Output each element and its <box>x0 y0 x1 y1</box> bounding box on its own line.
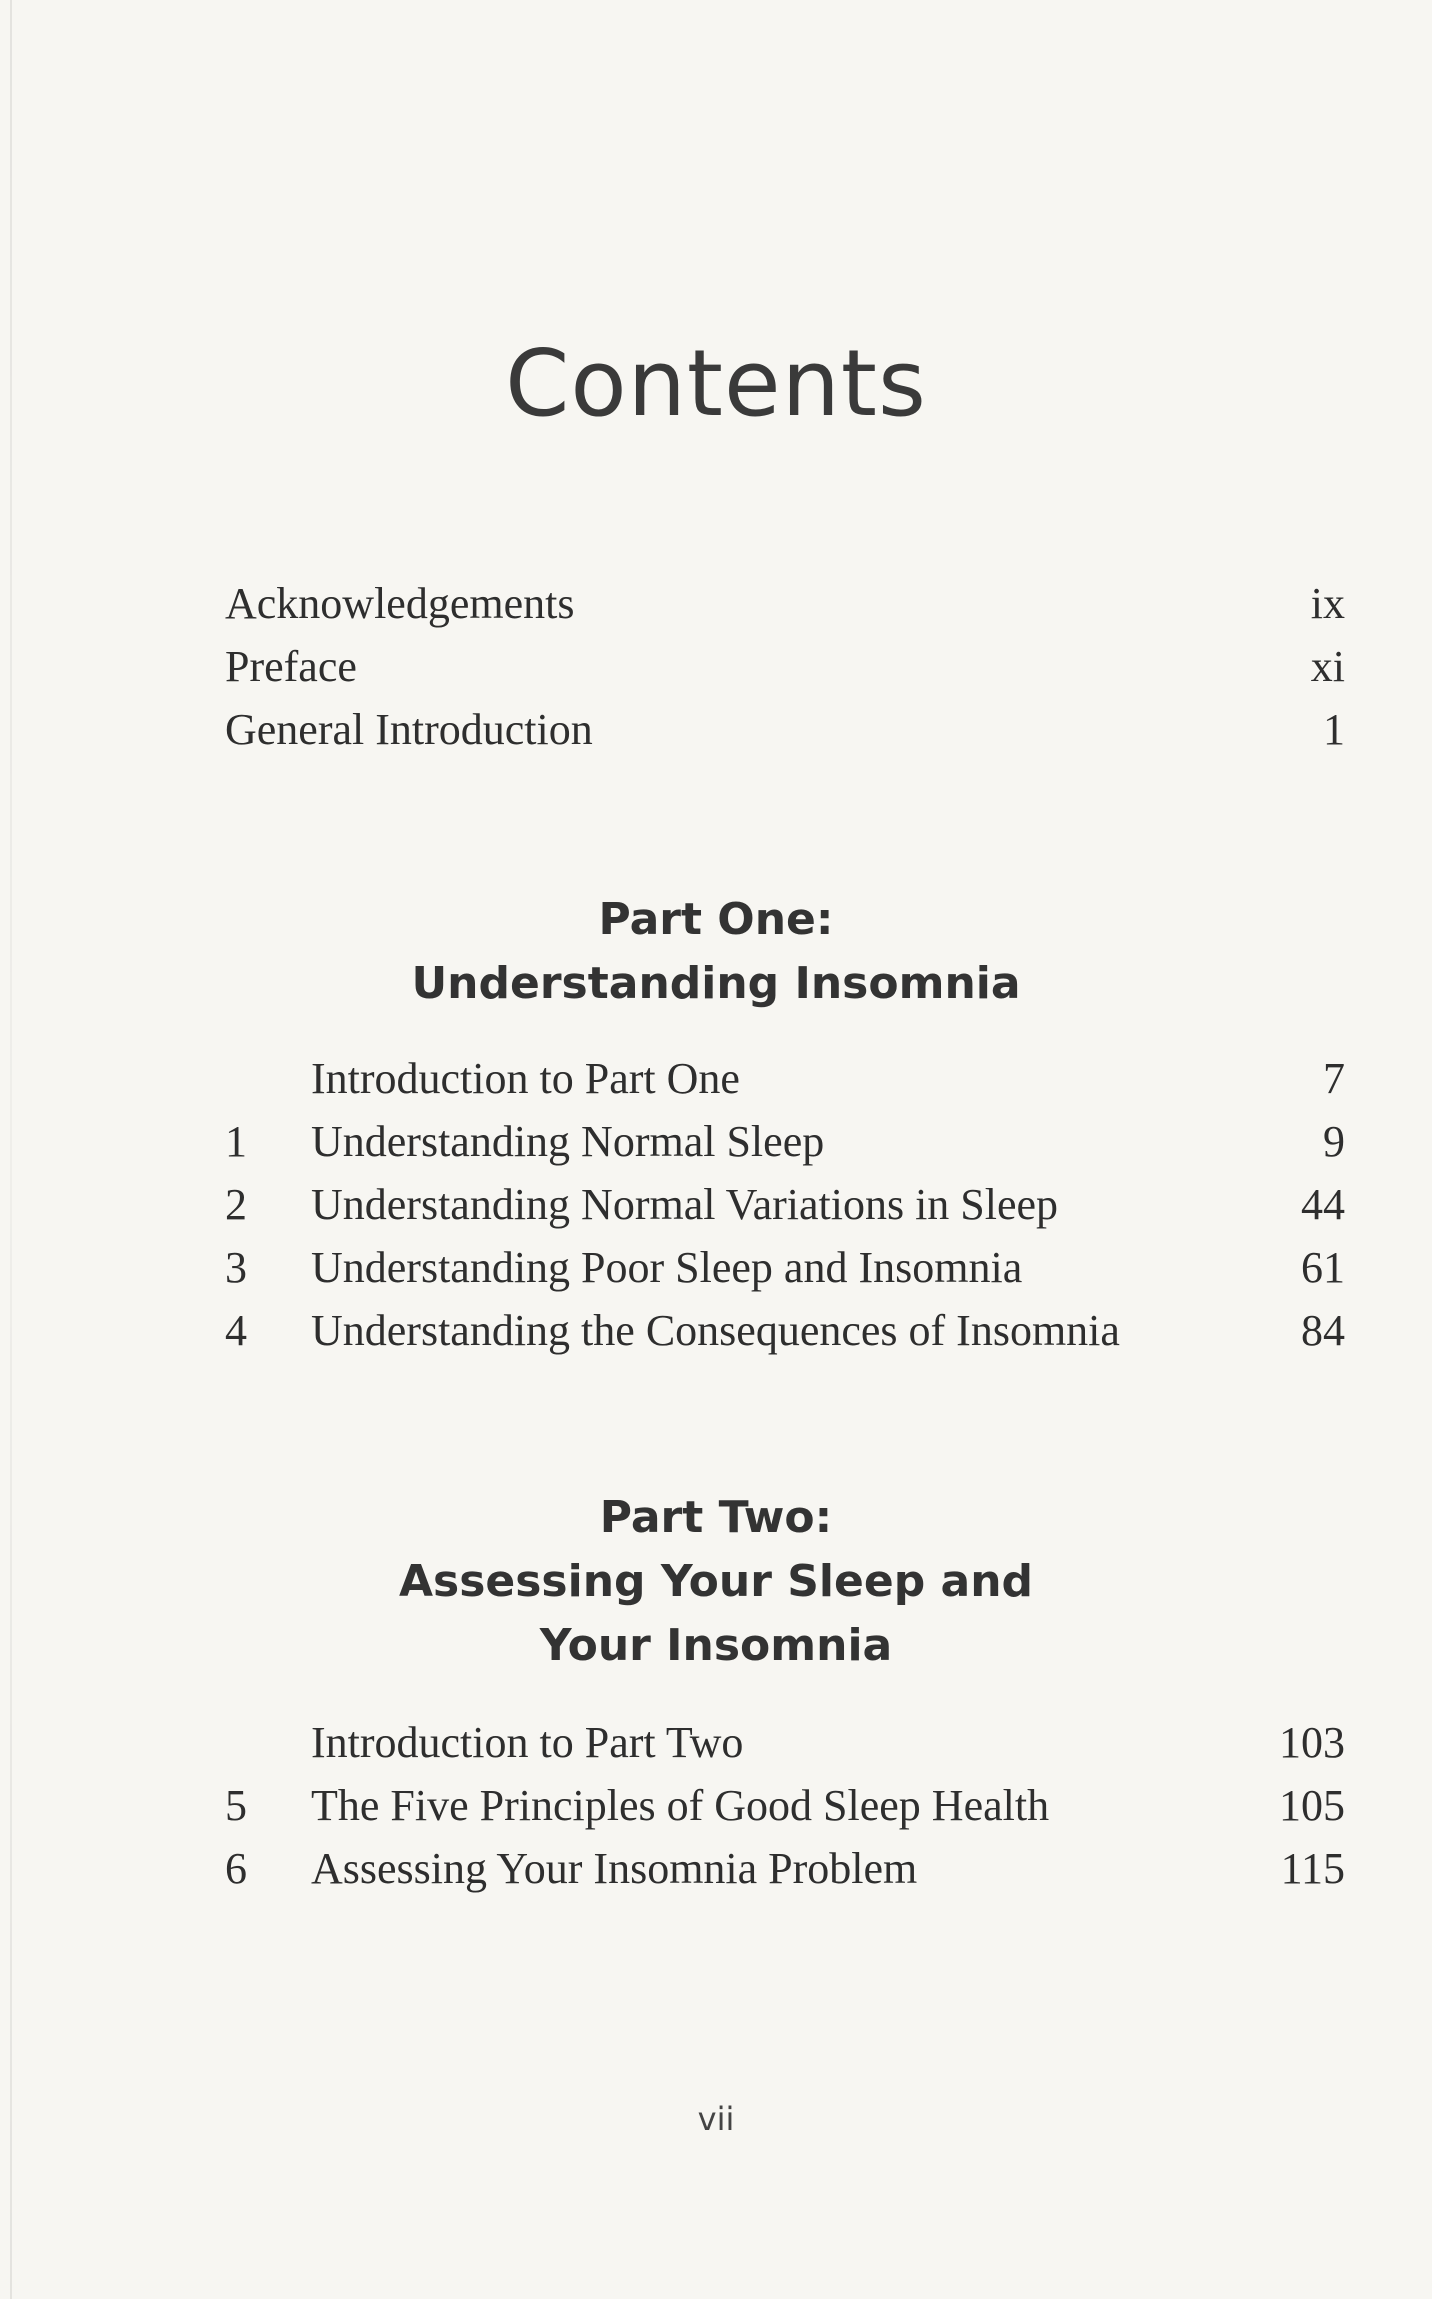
toc-entry-page: ix <box>1310 579 1345 628</box>
toc-entry-acknowledgements <box>225 578 1345 634</box>
toc-entry-page: 44 <box>1301 1180 1345 1229</box>
toc-entry-preface <box>225 641 1345 697</box>
toc-entry-label: Acknowledgements <box>225 579 575 628</box>
toc-entry <box>225 1053 1345 1109</box>
toc-entry-number: 4 <box>225 1306 247 1355</box>
toc-entry-number: 1 <box>225 1117 247 1166</box>
toc-entry-label: The Five Principles of Good Sleep Health <box>311 1781 1050 1830</box>
part-one-heading-line2: Understanding Insomnia <box>411 958 1021 1009</box>
part-one-heading <box>0 888 1432 1016</box>
toc-entry-page: 9 <box>1323 1117 1345 1166</box>
part-two-heading <box>0 1486 1432 1678</box>
part-two-heading-line3: Your Insomnia <box>539 1620 893 1671</box>
toc-entry <box>225 1843 1345 1899</box>
toc-entry-page: 103 <box>1279 1718 1345 1767</box>
toc-entry-label: Introduction to Part One <box>311 1054 740 1103</box>
toc-entry-label: Understanding Normal Sleep <box>311 1117 825 1166</box>
toc-entry <box>225 1780 1345 1836</box>
part-two-heading-line2: Assessing Your Sleep and <box>398 1556 1034 1607</box>
toc-entry-number: 2 <box>225 1180 247 1229</box>
toc-entry-label: Introduction to Part Two <box>311 1718 744 1767</box>
toc-entry <box>225 1305 1345 1361</box>
page-number: vii <box>697 2100 735 2138</box>
toc-entry <box>225 1116 1345 1172</box>
toc-entry-label: Understanding Normal Variations in Sleep <box>311 1180 1059 1229</box>
toc-entry-page: 7 <box>1323 1054 1345 1103</box>
toc-entry-label: Assessing Your Insomnia Problem <box>311 1844 918 1893</box>
toc-entry-number: 5 <box>225 1781 247 1830</box>
toc-entry-page: xi <box>1310 642 1345 691</box>
toc-entry-label: Understanding the Consequences of Insomnia <box>311 1306 1120 1355</box>
toc-entry-number: 6 <box>225 1844 247 1893</box>
toc-entry <box>225 1242 1345 1298</box>
toc-entry-page: 1 <box>1323 705 1345 754</box>
toc-entry <box>225 1179 1345 1235</box>
toc-entry-label: General Introduction <box>225 705 593 754</box>
part-two-heading-line1: Part Two: <box>599 1492 833 1543</box>
toc-entry-number: 3 <box>225 1243 247 1292</box>
toc-entry-general-introduction <box>225 704 1345 760</box>
toc-entry-label: Understanding Poor Sleep and Insomnia <box>311 1243 1023 1292</box>
toc-entry-page: 115 <box>1280 1844 1345 1893</box>
toc-entry-label: Preface <box>225 642 357 691</box>
toc-entry-page: 84 <box>1301 1306 1345 1355</box>
toc-entry-page: 105 <box>1279 1781 1345 1830</box>
toc-entry-page: 61 <box>1301 1243 1345 1292</box>
toc-entry <box>225 1717 1345 1773</box>
part-one-heading-line1: Part One: <box>598 894 834 945</box>
page-title: Contents <box>505 330 927 437</box>
